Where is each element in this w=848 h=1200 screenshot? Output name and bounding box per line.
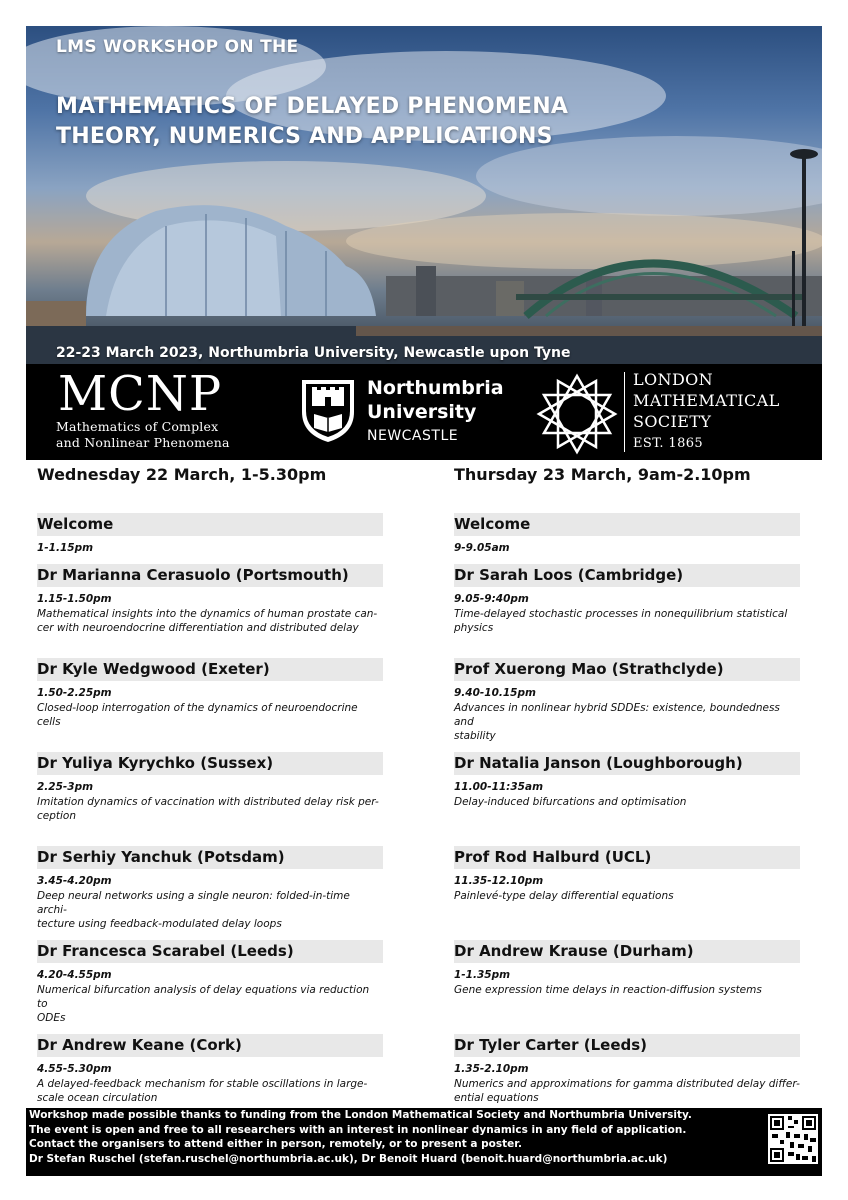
talk-line: cells bbox=[37, 716, 61, 728]
talk-line: Advances in nonlinear hybrid SDDEs: existence, boundedness and bbox=[454, 702, 780, 728]
session-time: 1.15-1.50pm bbox=[37, 593, 112, 605]
talk-line: Gene expression time delays in reaction-diffusion systems bbox=[454, 984, 762, 996]
talk-line: Time-delayed stochastic processes in nonequilibrium statistical bbox=[454, 608, 788, 620]
session-time: 2.25-3pm bbox=[37, 781, 94, 793]
talk-title bbox=[454, 701, 800, 743]
title-line-2: THEORY, NUMERICS AND APPLICATIONS bbox=[56, 124, 553, 149]
northumbria-crest-icon bbox=[300, 378, 356, 444]
thu-session-carter bbox=[454, 1034, 800, 1105]
thu-session-krause bbox=[454, 940, 800, 997]
session-title: Dr Francesca Scarabel (Leeds) bbox=[37, 940, 383, 963]
footer-open-event: The event is open and free to all researchers with an interest in nonlinear dynamics in any field of application. bbox=[29, 1123, 687, 1136]
talk-line: Imitation dynamics of vaccination with distributed delay risk per- bbox=[37, 796, 379, 808]
talk-title bbox=[454, 889, 800, 903]
thu-session-halburd bbox=[454, 846, 800, 903]
talk-title bbox=[37, 795, 383, 823]
session-title: Dr Tyler Carter (Leeds) bbox=[454, 1034, 800, 1057]
northumbria-line-1: Northumbria bbox=[367, 377, 504, 399]
talk-line: Mathematical insights into the dynamics of human prostate can- bbox=[37, 608, 378, 620]
lms-wordmark bbox=[633, 369, 780, 432]
northumbria-city: NEWCASTLE bbox=[367, 428, 459, 444]
lms-line-1: LONDON bbox=[633, 370, 714, 389]
mcnp-logo-text bbox=[56, 419, 230, 451]
session-title: Dr Marianna Cerasuolo (Portsmouth) bbox=[37, 564, 383, 587]
newcastle-quayside-illustration bbox=[26, 26, 822, 364]
session-time: 1-1.35pm bbox=[454, 969, 511, 981]
talk-title bbox=[37, 607, 383, 635]
talk-line: cer with neuroendocrine differentiation and distributed delay bbox=[37, 622, 359, 634]
thu-session-welcome bbox=[454, 513, 800, 555]
session-title: Dr Andrew Keane (Cork) bbox=[37, 1034, 383, 1057]
thu-session-janson bbox=[454, 752, 800, 809]
session-title: Dr Natalia Janson (Loughborough) bbox=[454, 752, 800, 775]
session-time: 1.35-2.10pm bbox=[454, 1063, 529, 1075]
footer-contact: Contact the organisers to attend either in person, remotely, or to present a poster. bbox=[29, 1138, 522, 1150]
session-title: Dr Yuliya Kyrychko (Sussex) bbox=[37, 752, 383, 775]
session-title: Dr Sarah Loos (Cambridge) bbox=[454, 564, 800, 587]
footer-text bbox=[29, 1108, 692, 1166]
talk-title bbox=[454, 795, 800, 809]
session-time: 4.55-5.30pm bbox=[37, 1063, 112, 1075]
title-line-1: MATHEMATICS OF DELAYED PHENOMENA bbox=[56, 94, 569, 119]
talk-title bbox=[37, 1077, 383, 1105]
lms-line-3: SOCIETY bbox=[633, 412, 712, 431]
wed-session-keane bbox=[37, 1034, 383, 1105]
lms-line-2: MATHEMATICAL bbox=[633, 391, 780, 410]
session-time: 11.00-11:35am bbox=[454, 781, 544, 793]
lms-star-icon bbox=[535, 372, 619, 456]
wed-session-kyrychko bbox=[37, 752, 383, 823]
northumbria-line-2: University bbox=[367, 401, 477, 423]
talk-title bbox=[454, 607, 800, 635]
lms-established: EST. 1865 bbox=[633, 436, 704, 451]
talk-line: ential equations bbox=[454, 1092, 539, 1104]
date-location: 22-23 March 2023, Northumbria University, Newcastle upon Tyne bbox=[56, 345, 571, 361]
talk-line: Painlevé-type delay differential equations bbox=[454, 890, 674, 902]
mcnp-line-2: and Nonlinear Phenomena bbox=[56, 435, 230, 450]
session-time: 1-1.15pm bbox=[37, 542, 94, 554]
wednesday-heading: Wednesday 22 March, 1-5.30pm bbox=[37, 465, 327, 484]
lms-divider bbox=[624, 372, 625, 452]
talk-title bbox=[454, 1077, 800, 1105]
wed-session-cerasuolo bbox=[37, 564, 383, 635]
talk-line: scale ocean circulation bbox=[37, 1092, 158, 1104]
session-time: 11.35-12.10pm bbox=[454, 875, 544, 887]
session-time: 3.45-4.20pm bbox=[37, 875, 112, 887]
wed-session-yanchuk bbox=[37, 846, 383, 931]
session-title: Dr Andrew Krause (Durham) bbox=[454, 940, 800, 963]
session-time: 1.50-2.25pm bbox=[37, 687, 112, 699]
workshop-title bbox=[56, 92, 568, 152]
talk-title bbox=[37, 701, 383, 729]
mcnp-logo-mark: MCNP bbox=[58, 366, 223, 422]
talk-line: ception bbox=[37, 810, 77, 822]
workshop-pre-title: LMS WORKSHOP ON THE bbox=[56, 37, 299, 57]
talk-line: stability bbox=[454, 730, 496, 742]
footer-funding: Workshop made possible thanks to funding from the London Mathematical Society and Northumbria University. bbox=[29, 1109, 692, 1121]
qr-code-pattern bbox=[768, 1114, 818, 1164]
talk-line: Closed-loop interrogation of the dynamics of neuroendocrine bbox=[37, 702, 358, 714]
talk-title bbox=[37, 889, 383, 931]
talk-title bbox=[37, 983, 383, 1025]
footer-organisers[interactable]: Dr Stefan Ruschel (stefan.ruschel@northumbria.ac.uk), Dr Benoit Huard (benoit.huard@northumbria.ac.uk) bbox=[29, 1152, 668, 1165]
wed-session-welcome bbox=[37, 513, 383, 555]
session-title: Prof Rod Halburd (UCL) bbox=[454, 846, 800, 869]
qr-code-icon[interactable] bbox=[768, 1114, 818, 1164]
talk-line: Deep neural networks using a single neuron: folded-in-time archi- bbox=[37, 890, 350, 916]
footer bbox=[26, 1108, 822, 1176]
session-time: 9.05-9:40pm bbox=[454, 593, 529, 605]
logo-band bbox=[26, 364, 822, 460]
talk-line: Numerical bifurcation analysis of delay equations via reduction to bbox=[37, 984, 370, 1010]
mcnp-line-1: Mathematics of Complex bbox=[56, 419, 219, 434]
session-title: Welcome bbox=[37, 513, 383, 536]
session-title: Dr Kyle Wedgwood (Exeter) bbox=[37, 658, 383, 681]
session-time: 9.40-10.15pm bbox=[454, 687, 536, 699]
talk-line: ODEs bbox=[37, 1012, 66, 1024]
thu-session-mao bbox=[454, 658, 800, 743]
header-photo bbox=[26, 26, 822, 364]
wed-session-scarabel bbox=[37, 940, 383, 1025]
wed-session-wedgwood bbox=[37, 658, 383, 729]
talk-line: Delay-induced bifurcations and optimisation bbox=[454, 796, 687, 808]
talk-line: tecture using feedback-modulated delay loops bbox=[37, 918, 282, 930]
session-time: 9-9.05am bbox=[454, 542, 510, 554]
session-time: 4.20-4.55pm bbox=[37, 969, 112, 981]
session-title: Prof Xuerong Mao (Strathclyde) bbox=[454, 658, 800, 681]
talk-line: Numerics and approximations for gamma distributed delay differ- bbox=[454, 1078, 800, 1090]
thursday-heading: Thursday 23 March, 9am-2.10pm bbox=[454, 465, 751, 484]
thu-session-loos bbox=[454, 564, 800, 635]
talk-line: physics bbox=[454, 622, 494, 634]
session-title: Welcome bbox=[454, 513, 800, 536]
session-title: Dr Serhiy Yanchuk (Potsdam) bbox=[37, 846, 383, 869]
northumbria-wordmark bbox=[367, 376, 504, 424]
talk-line: A delayed-feedback mechanism for stable oscillations in large- bbox=[37, 1078, 368, 1090]
talk-title bbox=[454, 983, 800, 997]
